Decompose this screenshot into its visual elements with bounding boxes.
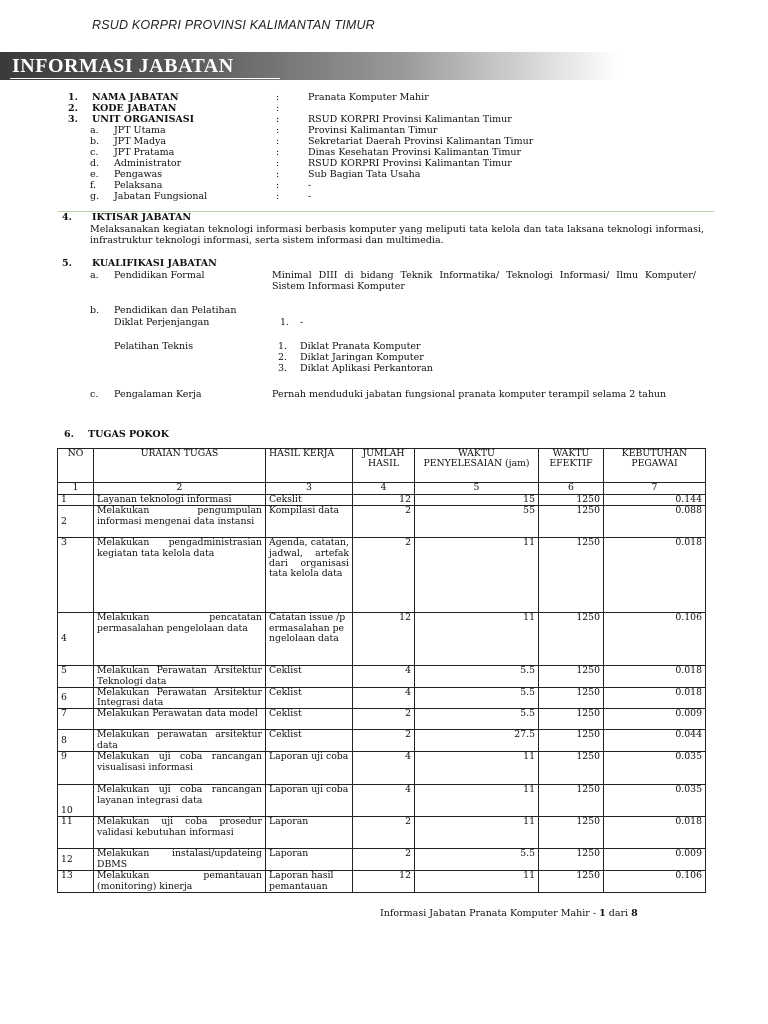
row-waktu: 27.5	[415, 730, 539, 752]
table-row	[58, 506, 706, 538]
row-efektif: 1250	[539, 709, 604, 730]
row-efektif: 1250	[539, 849, 604, 871]
row-uraian: Melakukan perawatan arsitektur data	[94, 730, 266, 752]
colon: :	[276, 147, 280, 158]
row-no: 1	[58, 495, 94, 506]
unit-organisasi-value: RSUD KORPRI Provinsi Kalimantan Timur	[308, 114, 512, 125]
page-footer	[380, 908, 638, 919]
column-header: URAIAN TUGAS	[94, 449, 266, 483]
table-row	[58, 666, 706, 688]
row-jumlah: 2	[353, 538, 415, 613]
unit-value: -	[308, 180, 312, 191]
row-waktu: 11	[415, 538, 539, 613]
sub-letter: a.	[90, 270, 99, 281]
row-waktu: 15	[415, 495, 539, 506]
row-hasil: Laporan	[266, 817, 353, 849]
nama-jabatan-value: Pranata Komputer Mahir	[308, 92, 429, 103]
row-efektif: 1250	[539, 730, 604, 752]
column-header: HASIL KERJA	[266, 449, 353, 483]
column-number: 7	[604, 483, 706, 495]
row-hasil: Ceklist	[266, 687, 353, 709]
column-header: WAKTU PENYELESAIAN (jam)	[415, 449, 539, 483]
row-no: 10	[58, 785, 94, 817]
row-uraian: Melakukan pemantauan (monitoring) kinerja	[94, 871, 266, 893]
row-jumlah: 2	[353, 817, 415, 849]
pelatihan-item: Diklat Pranata Komputer	[300, 341, 421, 352]
table-row	[58, 687, 706, 709]
pengalaman-kerja-label: Pengalaman Kerja	[114, 389, 202, 400]
unit-label: JPT Pratama	[114, 147, 175, 158]
table-row	[58, 752, 706, 785]
footer-page-total: 8	[631, 908, 638, 919]
pelatihan-item: Diklat Jaringan Komputer	[300, 352, 424, 363]
row-efektif: 1250	[539, 871, 604, 893]
row-hasil: Catatan issue /permasalahan pengelolaan data	[266, 613, 353, 666]
footer-page-number: 1	[599, 908, 606, 919]
item-number: 1.	[68, 92, 78, 103]
row-efektif: 1250	[539, 666, 604, 688]
row-kebutuhan: 0.035	[604, 785, 706, 817]
row-uraian: Melakukan Perawatan Arsitektur Integrasi data	[94, 687, 266, 709]
section-number: 6.	[64, 429, 74, 440]
row-hasil: Laporan uji coba	[266, 785, 353, 817]
row-efektif: 1250	[539, 538, 604, 613]
row-hasil: Cekslit	[266, 495, 353, 506]
colon: :	[276, 125, 280, 136]
unit-label: JPT Madya	[114, 136, 167, 147]
diklat-perjenjangan-label: Diklat Perjenjangan	[114, 317, 210, 328]
unit-letter: d.	[90, 158, 100, 169]
pelatihan-teknis-label: Pelatihan Teknis	[114, 341, 194, 352]
row-hasil: Agenda, catatan, jadwal, artefak dari organisasi tata kelola data	[266, 538, 353, 613]
footer-of: dari	[605, 908, 632, 919]
row-kebutuhan: 0.106	[604, 871, 706, 893]
row-kebutuhan: 0.035	[604, 752, 706, 785]
unit-value: -	[308, 191, 312, 202]
kualifikasi-title: KUALIFIKASI JABATAN	[92, 258, 217, 269]
organization-header: RSUD KORPRI PROVINSI KALIMANTAN TIMUR	[92, 18, 375, 32]
row-waktu: 55	[415, 506, 539, 538]
row-hasil: Laporan uji coba	[266, 752, 353, 785]
table-row	[58, 730, 706, 752]
pengalaman-kerja-value: Pernah menduduki jabatan fungsional pranata komputer terampil selama 2 tahun	[272, 389, 667, 400]
unit-label: Jabatan Fungsional	[114, 191, 208, 202]
row-uraian: Melakukan uji coba rancangan visualisasi informasi	[94, 752, 266, 785]
row-jumlah: 2	[353, 730, 415, 752]
row-waktu: 11	[415, 613, 539, 666]
row-jumlah: 4	[353, 666, 415, 688]
page-title: INFORMASI JABATAN	[12, 55, 234, 77]
table-row	[58, 613, 706, 666]
row-uraian: Melakukan uji coba prosedur validasi kebutuhan informasi	[94, 817, 266, 849]
unit-value: Provinsi Kalimantan Timur	[308, 125, 438, 136]
row-kebutuhan: 0.018	[604, 687, 706, 709]
row-waktu: 11	[415, 817, 539, 849]
diklat-label: Pendidikan dan Pelatihan	[114, 305, 237, 316]
table-row	[58, 817, 706, 849]
row-no: 9	[58, 752, 94, 785]
unit-letter: g.	[90, 191, 100, 202]
iktisar-title: IKTISAR JABATAN	[92, 212, 191, 223]
row-jumlah: 2	[353, 849, 415, 871]
row-kebutuhan: 0.088	[604, 506, 706, 538]
row-waktu: 11	[415, 785, 539, 817]
section-number: 5.	[62, 258, 72, 269]
table-row	[58, 709, 706, 730]
table-row	[58, 538, 706, 613]
pendidikan-formal-value: Minimal DIII di bidang Teknik Informatika/ Teknologi Informasi/ Ilmu Komputer/ Sistem Informasi Komputer	[272, 270, 696, 292]
table-row	[58, 785, 706, 817]
unit-letter: c.	[90, 147, 99, 158]
row-no: 3	[58, 538, 94, 613]
row-jumlah: 4	[353, 785, 415, 817]
row-no: 5	[58, 666, 94, 688]
unit-letter: a.	[90, 125, 99, 136]
column-header: JUMLAH HASIL	[353, 449, 415, 483]
row-waktu: 11	[415, 752, 539, 785]
title-underline	[10, 78, 280, 79]
row-uraian: Melakukan Perawatan Arsitektur Teknologi data	[94, 666, 266, 688]
column-number-row	[58, 483, 706, 495]
row-no: 4	[58, 613, 94, 666]
colon: :	[276, 180, 280, 191]
unit-label: Pengawas	[114, 169, 163, 180]
row-no: 2	[58, 506, 94, 538]
list-number: 3.	[278, 363, 288, 374]
row-efektif: 1250	[539, 506, 604, 538]
table-row	[58, 871, 706, 893]
row-hasil: Laporan hasil pemantauan	[266, 871, 353, 893]
section-number: 4.	[62, 212, 72, 223]
column-number: 5	[415, 483, 539, 495]
row-waktu: 11	[415, 871, 539, 893]
row-kebutuhan: 0.009	[604, 849, 706, 871]
nama-jabatan-label: NAMA JABATAN	[92, 92, 179, 103]
colon: :	[276, 103, 280, 114]
column-number: 3	[266, 483, 353, 495]
unit-value: RSUD KORPRI Provinsi Kalimantan Timur	[308, 158, 512, 169]
row-no: 11	[58, 817, 94, 849]
row-efektif: 1250	[539, 613, 604, 666]
row-jumlah: 4	[353, 752, 415, 785]
column-number: 2	[94, 483, 266, 495]
tugas-pokok-title: TUGAS POKOK	[88, 429, 169, 440]
row-kebutuhan: 0.018	[604, 817, 706, 849]
row-kebutuhan: 0.009	[604, 709, 706, 730]
unit-value: Sub Bagian Tata Usaha	[308, 169, 421, 180]
row-no: 7	[58, 709, 94, 730]
row-kebutuhan: 0.106	[604, 613, 706, 666]
table-row	[58, 495, 706, 506]
item-number: 3.	[68, 114, 78, 125]
column-header: KEBUTUHAN PEGAWAI	[604, 449, 706, 483]
colon: :	[276, 136, 280, 147]
row-jumlah: 2	[353, 709, 415, 730]
column-header: WAKTU EFEKTIF	[539, 449, 604, 483]
kode-jabatan-label: KODE JABATAN	[92, 103, 177, 114]
row-uraian: Melakukan instalasi/updateing DBMS	[94, 849, 266, 871]
pendidikan-formal-label: Pendidikan Formal	[114, 270, 205, 281]
row-uraian: Melakukan uji coba rancangan layanan integrasi data	[94, 785, 266, 817]
row-waktu: 5.5	[415, 687, 539, 709]
column-number: 1	[58, 483, 94, 495]
unit-value: Dinas Kesehatan Provinsi Kalimantan Timur	[308, 147, 522, 158]
table-header-row	[58, 449, 706, 483]
row-waktu: 5.5	[415, 849, 539, 871]
row-uraian: Melakukan pencatatan permasalahan pengelolaan data	[94, 613, 266, 666]
sub-letter: b.	[90, 305, 100, 316]
row-no: 8	[58, 730, 94, 752]
tugas-pokok-table	[57, 448, 706, 893]
row-jumlah: 2	[353, 506, 415, 538]
row-hasil: Ceklist	[266, 730, 353, 752]
row-waktu: 5.5	[415, 709, 539, 730]
list-number: 1.	[278, 341, 288, 352]
colon: :	[276, 92, 280, 103]
row-jumlah: 12	[353, 495, 415, 506]
row-waktu: 5.5	[415, 666, 539, 688]
row-no: 6	[58, 687, 94, 709]
row-uraian: Melakukan pengumpulan informasi mengenai data instansi	[94, 506, 266, 538]
colon: :	[276, 158, 280, 169]
sub-letter: c.	[90, 389, 99, 400]
unit-organisasi-label: UNIT ORGANISASI	[92, 114, 195, 125]
row-kebutuhan: 0.018	[604, 538, 706, 613]
unit-letter: e.	[90, 169, 99, 180]
row-jumlah: 12	[353, 871, 415, 893]
row-no: 13	[58, 871, 94, 893]
diklat-perjenjangan-value: -	[300, 317, 304, 328]
pelatihan-item: Diklat Aplikasi Perkantoran	[300, 363, 433, 374]
row-hasil: Laporan	[266, 849, 353, 871]
row-jumlah: 4	[353, 687, 415, 709]
row-uraian: Melakukan pengadministrasian kegiatan tata kelola data	[94, 538, 266, 613]
colon: :	[276, 191, 280, 202]
unit-label: Pelaksana	[114, 180, 163, 191]
row-uraian: Melakukan Perawatan data model	[94, 709, 266, 730]
unit-letter: f.	[90, 180, 97, 191]
row-efektif: 1250	[539, 785, 604, 817]
row-efektif: 1250	[539, 752, 604, 785]
row-uraian: Layanan teknologi informasi	[94, 495, 266, 506]
row-no: 12	[58, 849, 94, 871]
row-efektif: 1250	[539, 817, 604, 849]
column-number: 6	[539, 483, 604, 495]
table-row	[58, 849, 706, 871]
unit-value: Sekretariat Daerah Provinsi Kalimantan Timur	[308, 136, 534, 147]
iktisar-text: Melaksanakan kegiatan teknologi informasi berbasis komputer yang meliputi tata kelola dan tata laksana teknologi informasi, infrastruktur teknologi informasi, serta sistem informasi dan multimedia.	[90, 224, 704, 246]
unit-letter: b.	[90, 136, 100, 147]
row-jumlah: 12	[353, 613, 415, 666]
row-kebutuhan: 0.144	[604, 495, 706, 506]
row-efektif: 1250	[539, 687, 604, 709]
row-kebutuhan: 0.018	[604, 666, 706, 688]
item-number: 2.	[68, 103, 78, 114]
column-number: 4	[353, 483, 415, 495]
row-kebutuhan: 0.044	[604, 730, 706, 752]
colon: :	[276, 169, 280, 180]
row-hasil: Ceklist	[266, 709, 353, 730]
row-hasil: Kompilasi data	[266, 506, 353, 538]
list-number: 2.	[278, 352, 288, 363]
unit-label: Administrator	[114, 158, 182, 169]
footer-text: Informasi Jabatan Pranata Komputer Mahir -	[380, 908, 600, 919]
column-header: NO	[58, 449, 94, 483]
colon: :	[276, 114, 280, 125]
row-efektif: 1250	[539, 495, 604, 506]
list-number: 1.	[280, 317, 290, 328]
row-hasil: Ceklist	[266, 666, 353, 688]
unit-label: JPT Utama	[114, 125, 166, 136]
